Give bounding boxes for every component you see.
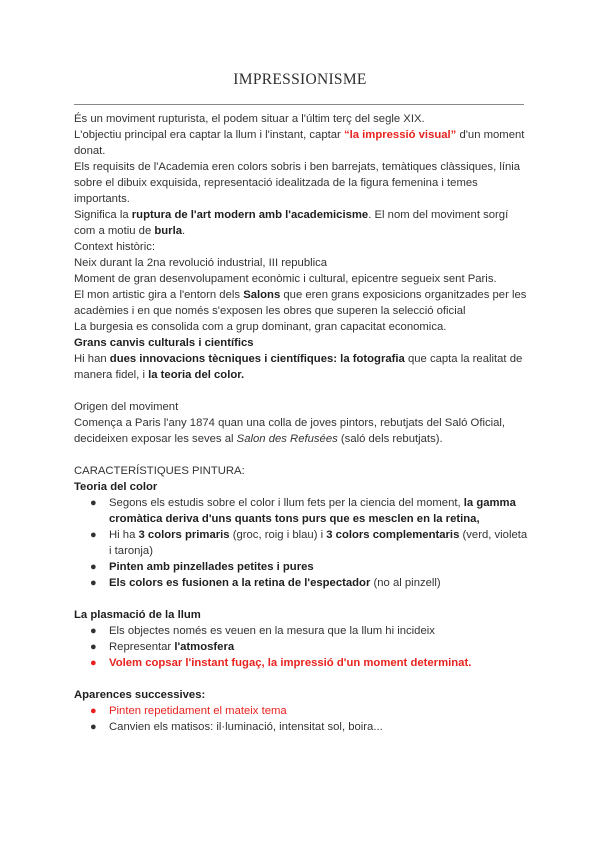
light-list xyxy=(74,623,532,671)
bullet-icon: ● xyxy=(90,721,97,733)
list-item: ● Pinten repetidament el mateix tema xyxy=(90,705,287,717)
list-item: ● Canvien els matisos: il·luminació, intensitat sol, boira... xyxy=(90,721,383,733)
bullet-icon: ● xyxy=(90,657,97,669)
bullet-icon: ● xyxy=(90,561,97,573)
bullet-icon: ● xyxy=(90,577,97,589)
intro-paragraph-3: Els requisits de l'Academia eren colors sobris i ben barrejats, temàtiques clàssiques, línia sobre el dibuix exquisida, representació idealitzada de la figura femenina i temes importants. xyxy=(74,161,521,205)
bullet-icon: ● xyxy=(90,497,97,509)
page-title: IMPRESSIONISME xyxy=(233,71,367,88)
list-item: ● Representar l'atmosfera xyxy=(90,641,235,653)
title-divider xyxy=(74,104,524,105)
light-heading: La plasmació de la llum xyxy=(74,609,201,621)
bullet-icon: ● xyxy=(90,625,97,637)
intro-paragraph-2: L'objectiu principal era captar la llum i l'instant, captar “la impressió visual” d'un moment donat. xyxy=(74,129,525,157)
list-item: ● Volem copsar l'instant fugaç, la impressió d'un moment determinat. xyxy=(90,657,472,669)
color-theory-heading: Teoria del color xyxy=(74,481,158,493)
list-item: ● Pinten amb pinzellades petites i pures xyxy=(90,561,314,573)
list-item: ● Segons els estudis sobre el color i llum fets per la ciencia del moment, la gamma cromàtica deriva d'uns quants tons purs que es mesclen en la retina, xyxy=(90,497,516,525)
characteristics-heading: CARACTERÍSTIQUES PINTURA: xyxy=(74,465,245,477)
document-body xyxy=(74,111,532,735)
bullet-icon: ● xyxy=(90,705,97,717)
list-item: ● Hi ha 3 colors primaris (groc, roig i blau) i 3 colors complementaris (verd, violeta i taronja) xyxy=(90,529,528,557)
origin-heading: Origen del moviment xyxy=(74,401,179,413)
context-line-5: Grans canvis culturals i científics xyxy=(74,337,254,349)
list-item: ● Els objectes només es veuen en la mesura que la llum hi incideix xyxy=(90,625,435,637)
context-line-3: El mon artistic gira a l'entorn dels Salons que eren grans exposicions organitzades per les acadèmies i en que només s'exposen les obres que superen la selecció oficial xyxy=(74,289,527,317)
intro-paragraph-4: Significa la ruptura de l'art modern amb l'academicisme. El nom del moviment sorgí com a motiu de burla. xyxy=(74,209,509,237)
list-item: ● Els colors es fusionen a la retina de l'espectador (no al pinzell) xyxy=(90,577,441,589)
context-heading: Context històric: xyxy=(74,241,155,253)
appearances-list xyxy=(74,703,532,735)
color-theory-list xyxy=(74,495,532,591)
bullet-icon: ● xyxy=(90,529,97,541)
context-line-4: La burgesia es consolida com a grup dominant, gran capacitat economica. xyxy=(74,321,447,333)
context-line-1: Neix durant la 2na revolució industrial, III republica xyxy=(74,257,328,269)
context-line-2: Moment de gran desenvolupament econòmic i cultural, epicentre segueix sent Paris. xyxy=(74,273,497,285)
highlight-impressio-visual: “la impressió visual” xyxy=(343,129,457,141)
context-line-6: Hi han dues innovacions tècniques i científiques: la fotografia que capta la realitat de manera fidel, i la teoria del color. xyxy=(74,353,523,381)
appearances-heading: Aparences successives: xyxy=(74,689,206,701)
origin-text: Comença a Paris l'any 1874 quan una colla de joves pintors, rebutjats del Saló Oficial, decideixen exposar les seves al Salon des Refusées (saló dels rebutjats). xyxy=(74,417,506,445)
intro-paragraph-1: És un moviment rupturista, el podem situar a l'últim terç del segle XIX. xyxy=(74,113,425,125)
bullet-icon: ● xyxy=(90,641,97,653)
